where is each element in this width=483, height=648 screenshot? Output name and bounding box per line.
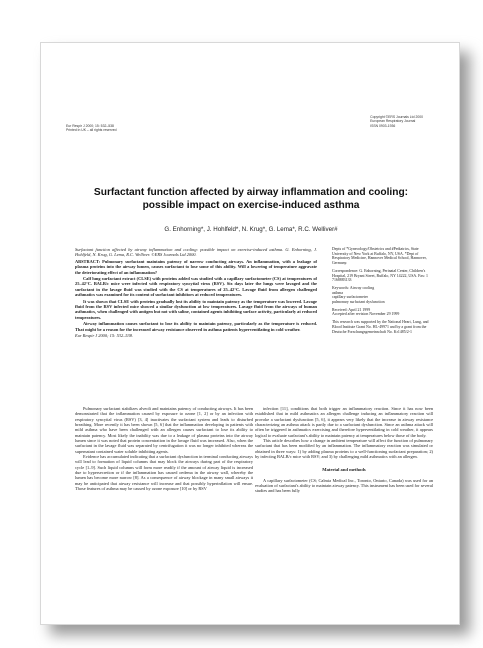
body-column-right (255, 406, 433, 494)
header-printed: Printed in UK – all rights reserved (66, 128, 117, 133)
correspondence: Correspondence: G. Enhorning, Perinatal Center, Children's Hospital, 219 Bryant Street, Buffalo, NY 14222, USA. Fax: 1 7168883133 (332, 268, 428, 283)
funding-note: This research was supported by the National Heart, Lung, and Blood Institute Grant No. HL-49971 and by a grant from the Deutsche Forschungsgemeinschaft No. Kr1485/2-1 (332, 320, 429, 334)
sidebar-notes (332, 247, 430, 337)
body-paragraph: infection [11], conditions that both trigger an inflammatory reaction. Since it has now been established that in mild asthmatics an allergen challenge inducing an inflammatory reaction will provoke a surfactant dysfunction [5, 6], it appears very likely that the increase in airway resistance characterizing an asthma attack is partly due to a surfactant dysfunction. Since an asthma attack will often be triggered in asthmatics exercising and therefore hyperventilating in cold weather, it appears logical to evaluate surfactant's ability to maintain patency at temperatures below those of the body. (255, 406, 433, 438)
header-issn: ISSN 0903-1936 (370, 123, 396, 128)
received-date: Received: April 21 1999 (332, 307, 371, 312)
header-citation: Eur Respir J 2000; 15: 532–538 (66, 124, 114, 128)
body-paragraph: A capillary surfactometer (CS; Calmia Medical Inc., Toronto, Ontario, Canada) was used for an evaluation of surfactant's ability to maintain airway patency. This instrument has been used for several studies and has been fully (255, 477, 433, 494)
abstract-journal-ref: Eur Respir J 2000; 15: 532–538. (75, 333, 134, 339)
abstract-para-1: ABSTRACT: Pulmonary surfactant maintains patency of narrow conducting airways. An inflammation, with a leakage of plasma proteins into the airway lumen, causes surfactant to lose some of this ability. Will a lowering of temperature aggravate the deteriorating effect of an inflammation? (75, 258, 317, 275)
title-line-2: possible impact on exercise-induced asthma (142, 200, 360, 211)
abstract-para-4: Airway inflammation causes surfactant to lose its ability to maintain patency, particularly as the temperature is reduced. That might be a reason for the increased airway resistance observed in asthma patients hyperventilating in cold weather. (75, 321, 317, 332)
abstract-para-2: Calf lung surfactant extract (CLSE) with proteins added was studied with a capillary surfactometer (CS) at temperatures of 25–42°C. BALB/c mice were infected with respiratory syncytial virus (RSV). Six days later the lungs were lavaged and the surfactant in the lavage fluid was studied with the CS at temperatures of 25–42°C. Lavage fluid from allergen challenged asthmatics was examined for its content of surfactant inhibitors at reduced temperatures. (75, 276, 317, 298)
keyword-item: asthma (332, 290, 344, 295)
accepted-date: Accepted after revision November 29 1999 (332, 312, 400, 317)
keywords (332, 286, 430, 305)
journal-header-right (370, 115, 423, 128)
journal-header-left (66, 124, 117, 133)
paper-page (40, 42, 460, 625)
keywords-label: Keywords: Airway cooling (332, 285, 375, 290)
dates (332, 308, 430, 317)
body-paragraph: This article describes how a change in ambient temperature will affect the function of pulmonary surfactant that has been modified by an inflammation. The inflammatory reaction was simulated or obtained in three ways: 1) by adding plasma proteins to a well-functioning surfactant preparation; 2) by infecting BALB/c mice with RSV; and 3) by challenging mild asthmatics with an allergen. (255, 438, 433, 460)
abstract (75, 247, 317, 340)
section-heading-methods: Material and methods (322, 467, 366, 473)
header-journal: European Respiratory Journal (370, 119, 416, 124)
abstract-para-3: It was shown that CLSE with proteins gradually lost its ability to maintain patency as the temperature was lowered. Lavage fluid from the RSV infected mice showed a similar dysfunction at low temperatures. Lavage fluid from the airways of human asthmatics, when challenged with antigen but not with saline, contained agents inhibiting surface activity, particularly at reduced temperatures. (75, 298, 317, 320)
author-list: G. Enhorning*, J. Hohlfeld*, N. Krug*, G. Lema*, R.C. Welliver# (164, 226, 338, 233)
header-copyright: Copyright ©ERS Journals Ltd 2000 (370, 115, 423, 119)
title-line-1: Surfactant function affected by airway inflammation and cooling: (93, 187, 409, 198)
paper-title (61, 186, 441, 212)
keyword-item: capillary surfactometer (332, 295, 368, 300)
body-paragraph: Evidence has accumulated indicating that a surfactant dysfunction in terminal conducting airways will lead to formation of liquid columns that may block the airways during part of the respiratory cycle [1–9]. Such liquid columns will form more readily if the amount of airway liquid is increased due to hypersecretion or if the inflammation has caused oedema in the airway wall, whereby the lumen has become more narrow [8]. As a consequence of airway blockage in many small airways it may be anticipated that airway resistance will increase and that possibly hyperinflation will ensue. Those features of asthma may be caused by ozone exposure [10] or by RSV (75, 454, 253, 492)
affiliation: Depts of *Gynecology/Obstetrics and #Pediatrics, State University of New York at Buffalo, NY, USA. *Dept of Respiratory Medicine, Hannover Medical School, Hannover, Germany. (332, 247, 427, 266)
keyword-item: pulmonary surfactant dysfunction (332, 300, 385, 305)
body-paragraph: Pulmonary surfactant stabilizes alveoli and maintains patency of conducting airways. It has been demonstrated that the inflammation caused by exposure to ozone [1, 2] or by an infection with respiratory syncytial virus (RSV) [3, 4] inactivates the surfactant system and leads to disturbed breathing. More recently it has been shown [5, 6] that the inflammation developing in patients with mild asthma who have been challenged with an allergen causes surfactant to lose its ability to maintain patency. Most likely the inability was due to a leakage of plasma proteins into the airway lumen since it was noted that protein concentration in the lavage fluid was increased. Also, when the surfactant in the lavage fluid was separated by centrifugation it was no longer inhibited whereas the supernatant contained water soluble inhibiting agents. (75, 406, 253, 454)
body-column-left (75, 406, 253, 492)
abstract-citation: Surfactant function affected by airway inflammation and cooling: possible impact on exercise-induced asthma. G. Enhorning, J. Hohlfeld, N. Krug, G. Lema, R.C. Welliver. ©ERS Journals Ltd 2000. (75, 247, 317, 258)
